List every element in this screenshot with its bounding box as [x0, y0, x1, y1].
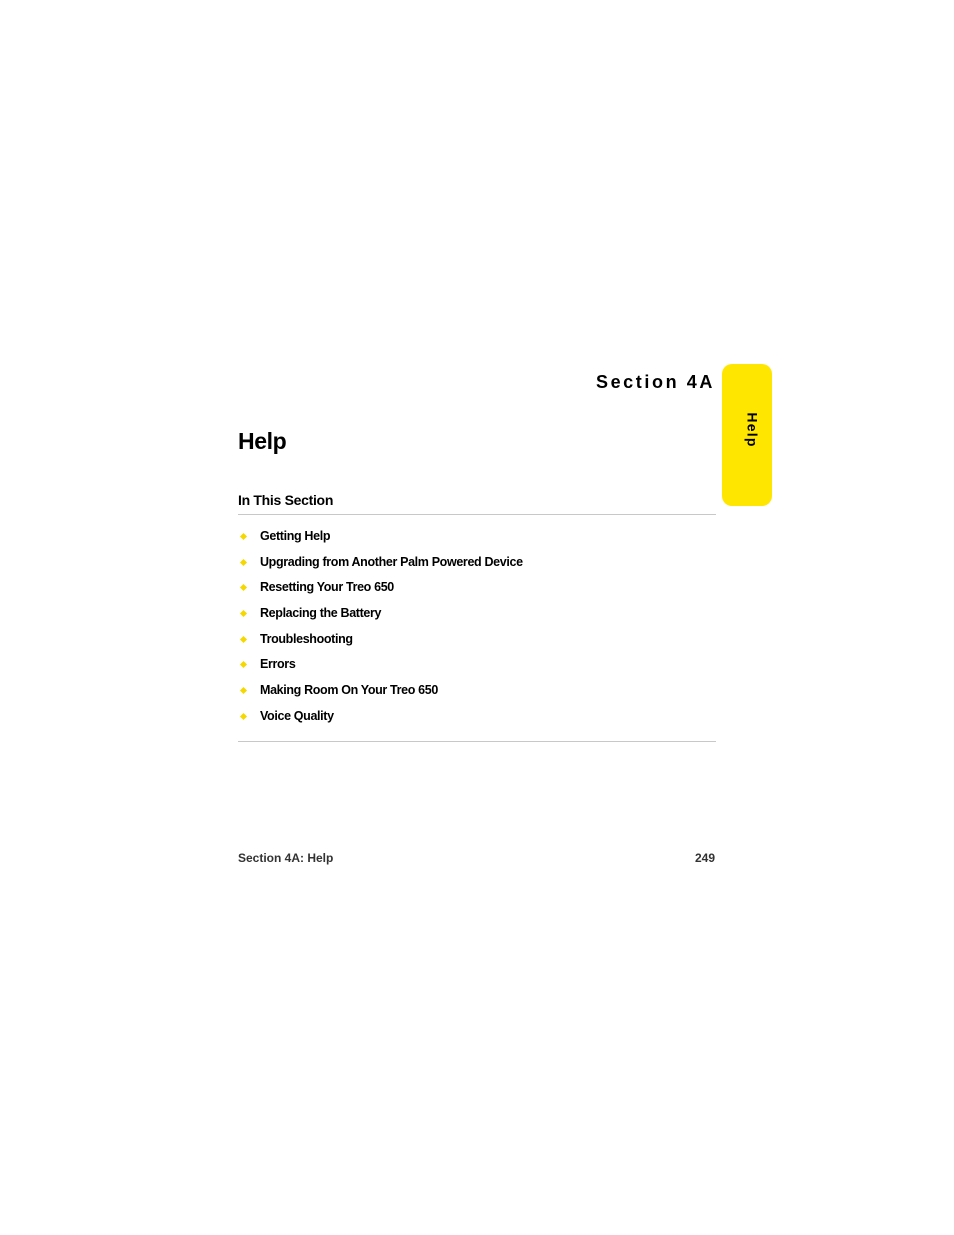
list-item-label: Errors — [260, 657, 296, 672]
in-this-section-heading: In This Section — [238, 492, 334, 508]
list-item-label: Resetting Your Treo 650 — [260, 580, 394, 595]
list-item-label: Troubleshooting — [260, 631, 353, 646]
page-title: Help — [238, 428, 287, 454]
list-item — [238, 577, 716, 603]
list-item-label: Making Room On Your Treo 650 — [260, 683, 438, 698]
divider-bottom — [238, 741, 716, 742]
list-item — [238, 629, 716, 655]
diamond-bullet-icon — [240, 636, 247, 643]
list-item — [238, 526, 716, 552]
list-item — [238, 654, 716, 680]
side-tab-label: Help — [744, 412, 761, 448]
diamond-bullet-icon — [240, 584, 247, 591]
list-item — [238, 680, 716, 706]
diamond-bullet-icon — [240, 713, 247, 720]
side-tab — [722, 364, 772, 506]
footer-section-text: Section 4A: Help — [238, 851, 334, 865]
section-contents-list — [238, 526, 716, 732]
list-item — [238, 552, 716, 578]
list-item-label: Voice Quality — [260, 708, 334, 723]
list-item — [238, 706, 716, 732]
section-label: Section 4A — [595, 372, 715, 392]
list-item-label: Upgrading from Another Palm Powered Device — [260, 554, 523, 569]
divider-top — [238, 514, 716, 515]
page-number: 249 — [694, 851, 715, 865]
list-item-label: Getting Help — [260, 529, 331, 543]
diamond-bullet-icon — [240, 687, 247, 694]
diamond-bullet-icon — [240, 610, 247, 617]
list-item-label: Replacing the Battery — [260, 606, 382, 621]
diamond-bullet-icon — [240, 559, 247, 566]
diamond-bullet-icon — [240, 661, 247, 668]
list-item — [238, 603, 716, 629]
diamond-bullet-icon — [240, 533, 247, 540]
